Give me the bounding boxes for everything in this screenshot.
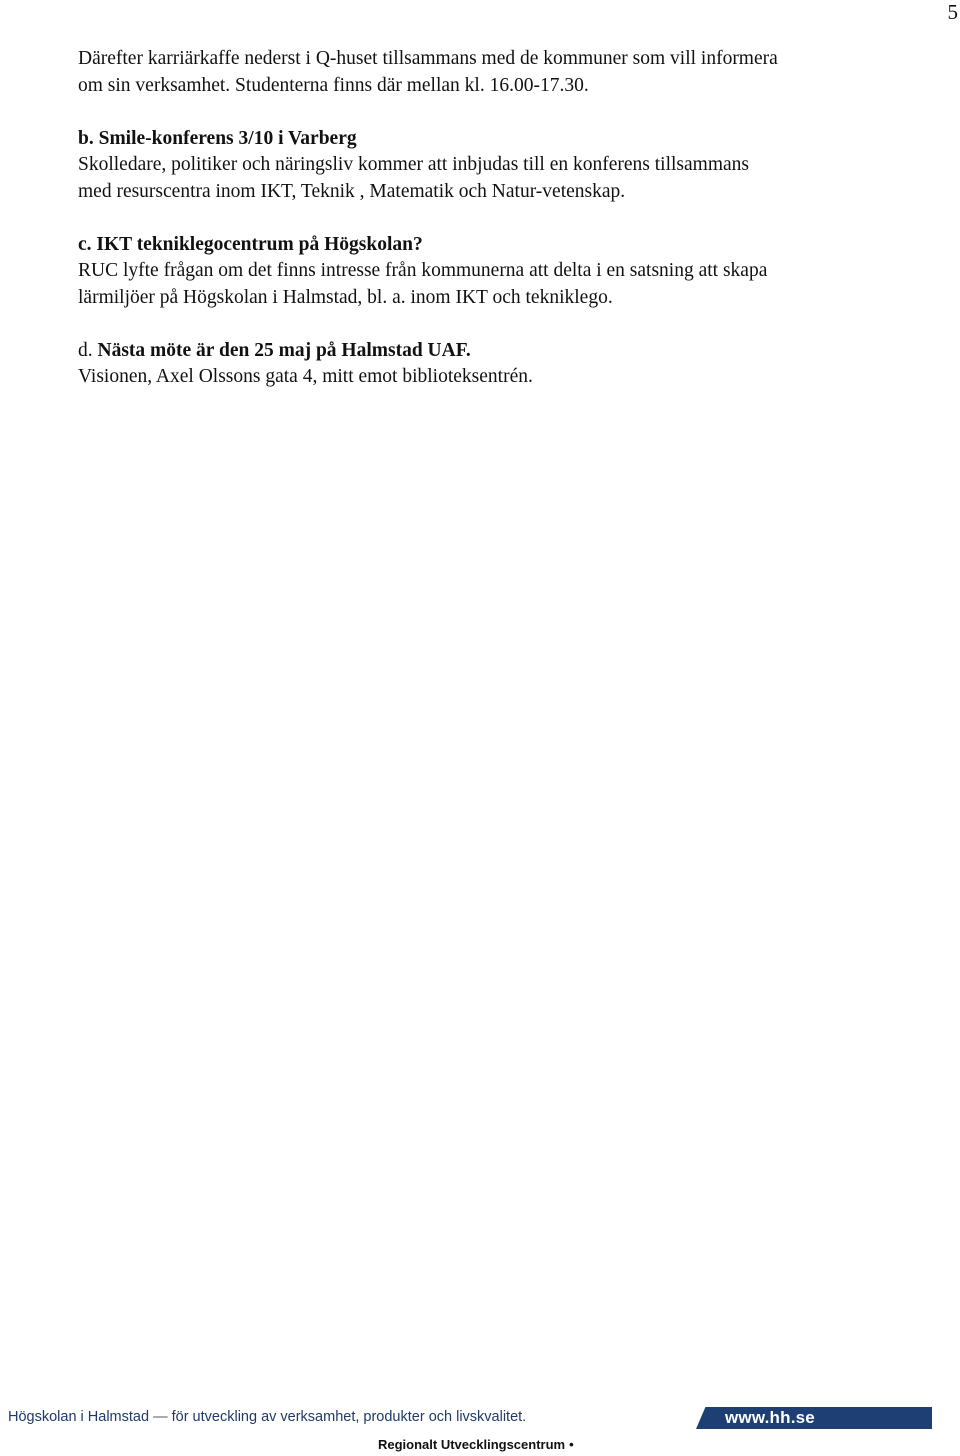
section-b <box>78 126 778 206</box>
section-d <box>78 338 778 391</box>
section-d-heading: Nästa möte är den 25 maj på Halmstad UAF. <box>97 339 471 361</box>
footer-tagline-text: för utveckling av verksamhet, produkter och livskvalitet. <box>171 1409 527 1425</box>
footer-band <box>0 1407 960 1429</box>
page-number: 5 <box>947 0 958 24</box>
document-body <box>78 46 778 417</box>
intro-paragraph: Därefter karriärkaffe nederst i Q-huset tillsammans med de kommuner som vill informera om sin verksamhet. Studenterna finns där mellan kl. 16.00-17.30. <box>78 48 778 96</box>
footer-bottom-label <box>378 1437 574 1452</box>
section-b-body: Skolledare, politiker och näringsliv kommer att inbjudas till en konferens tillsammans med resurscentra inom IKT, Teknik , Matematik och Natur-vetenskap. <box>78 154 749 202</box>
footer-separator: — <box>153 1409 168 1425</box>
footer-institution: Högskolan i Halmstad <box>8 1409 150 1425</box>
section-d-body: Visionen, Axel Olssons gata 4, mitt emot biblioteksentrén. <box>78 366 533 387</box>
section-d-label: d. <box>78 339 93 361</box>
section-c <box>78 232 778 312</box>
section-c-heading: c. IKT tekniklegocentrum på Högskolan? <box>78 233 423 255</box>
footer-tagline <box>8 1407 526 1427</box>
bullet-icon: • <box>569 1437 574 1452</box>
footer-bottom-text: Regionalt Utvecklingscentrum <box>378 1437 566 1452</box>
section-c-body: RUC lyfte frågan om det finns intresse från kommunerna att delta i en satsning att skapa lärmiljöer på Högskolan i Halmstad, bl. a. inom IKT och tekniklego. <box>78 260 768 308</box>
footer-url-link[interactable]: www.hh.se <box>725 1408 815 1427</box>
section-b-heading: b. Smile-konferens 3/10 i Varberg <box>78 127 357 149</box>
